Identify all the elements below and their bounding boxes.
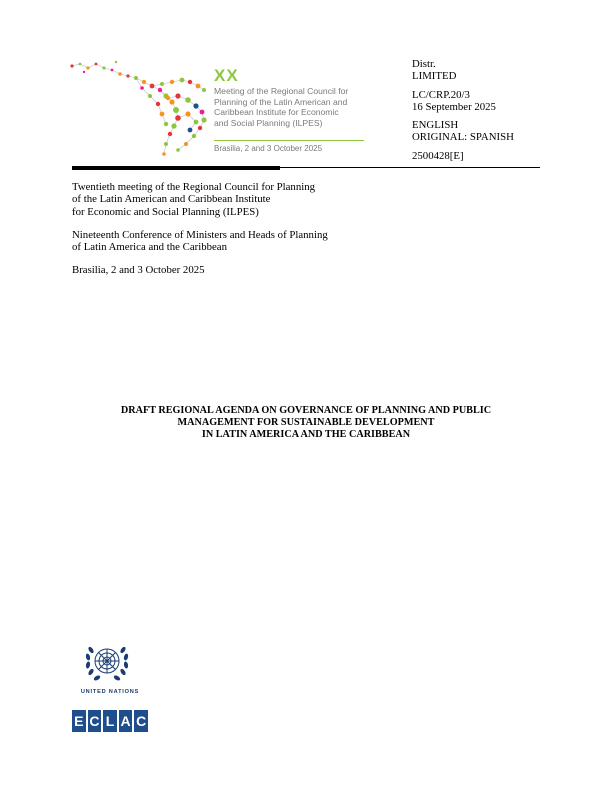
header-rule-thin <box>280 167 540 168</box>
logo-title-line: and Social Planning (ILPES) <box>214 118 323 129</box>
logo-title-line: Caribbean Institute for Economic <box>214 107 339 118</box>
logo-meeting-numeral: XX <box>214 66 239 85</box>
meeting-line: of the Latin American and Caribbean Institute <box>72 193 271 206</box>
logo-date: Brasilia, 2 and 3 October 2025 <box>214 144 323 153</box>
eclac-logo <box>72 710 148 732</box>
document-title <box>72 405 540 442</box>
original-language: ORIGINAL: SPANISH <box>412 131 514 144</box>
eclac-letter: C <box>134 710 148 732</box>
document-date: 16 September 2025 <box>412 100 496 113</box>
title-line: DRAFT REGIONAL AGENDA ON GOVERNANCE OF PLANNING AND PUBLIC <box>120 405 492 416</box>
logo-meeting-title <box>214 86 384 129</box>
meeting-council-paragraph <box>72 181 372 218</box>
meeting-line: for Economic and Social Planning (ILPES) <box>72 205 259 218</box>
distr-label: Distr. <box>412 58 436 70</box>
meeting-line: of Latin America and the Caribbean <box>72 241 227 254</box>
logo-title-line: Meeting of the Regional Council for <box>214 86 349 96</box>
un-label: UNITED NATIONS <box>80 689 140 695</box>
logo-divider <box>214 140 364 141</box>
header-rule-thick <box>72 166 280 170</box>
document-symbol: LC/CRP.20/3 <box>412 88 470 101</box>
eclac-letter: L <box>103 710 117 732</box>
meeting-line: Nineteenth Conference of Ministers and Heads of Planning <box>72 228 328 241</box>
document-code: 2500428[E] <box>412 149 464 162</box>
title-line: MANAGEMENT FOR SUSTAINABLE DEVELOPMENT <box>177 417 435 429</box>
ilpes-meeting-logo <box>66 52 216 164</box>
meeting-conference-paragraph <box>72 229 372 254</box>
document-language: ENGLISH <box>412 119 459 132</box>
eclac-letter: C <box>88 710 102 732</box>
meeting-place-date: Brasilia, 2 and 3 October 2025 <box>72 264 205 277</box>
un-emblem-icon <box>82 640 132 686</box>
meeting-line: Twentieth meeting of the Regional Council for Planning <box>72 181 316 193</box>
logo-title-line: Planning of the Latin American and <box>214 96 348 107</box>
distr-value: LIMITED <box>412 70 457 83</box>
distribution-block <box>412 58 514 162</box>
meeting-info <box>72 181 372 288</box>
title-line: IN LATIN AMERICA AND THE CARIBBEAN <box>201 429 411 441</box>
eclac-letter: A <box>119 710 133 732</box>
eclac-letter: E <box>72 710 86 732</box>
